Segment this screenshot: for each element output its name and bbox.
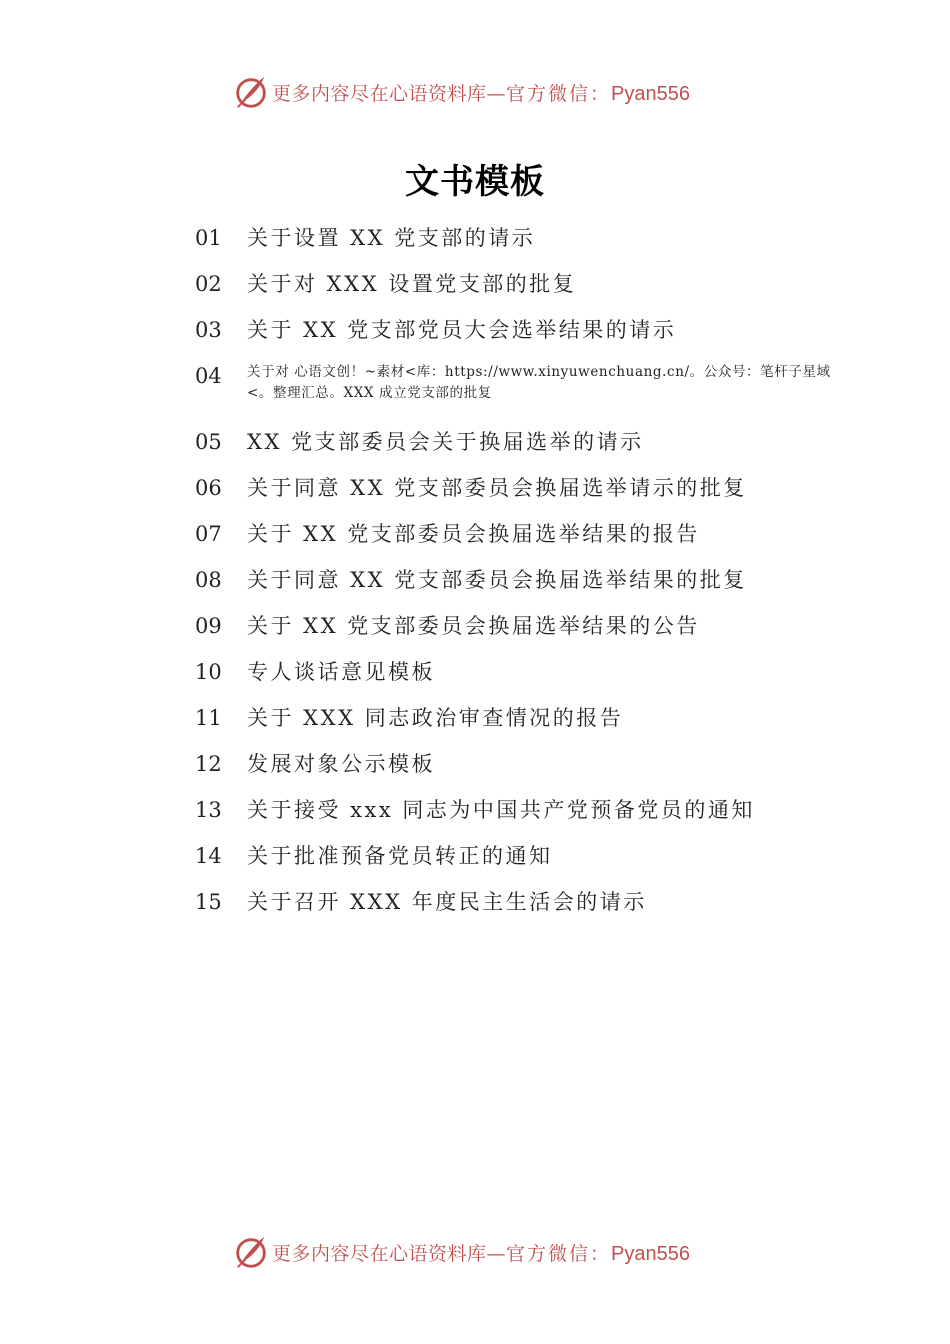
- toc-title: 关于对 心语文创！~素材<库：https://www.xinyuwenchuang.cn/。公众号：笔杆子星域<。整理汇总。XXX 成立党支部的批复: [247, 364, 831, 401]
- toc-title: 关于 XX 党支部党员大会选举结果的请示: [247, 318, 677, 342]
- toc-title: 关于设置 XX 党支部的请示: [247, 226, 536, 250]
- toc-title: 发展对象公示模板: [247, 752, 435, 776]
- toc-item: [195, 654, 845, 700]
- toc-item: [195, 470, 845, 516]
- toc-number: 05: [195, 430, 222, 454]
- toc-item: [195, 220, 845, 266]
- toc-number: 03: [195, 318, 222, 342]
- toc-number: 11: [195, 706, 222, 730]
- toc-title: 关于批准预备党员转正的通知: [247, 844, 553, 868]
- toc-item: [195, 312, 845, 358]
- toc-item: [195, 516, 845, 562]
- toc-title: 关于对 XXX 设置党支部的批复: [247, 272, 577, 296]
- quill-logo-icon: [232, 73, 270, 111]
- toc-number: 13: [195, 798, 222, 822]
- toc-item: [195, 358, 845, 424]
- toc-item: [195, 266, 845, 312]
- toc-title: 关于 XXX 同志政治审查情况的报告: [247, 706, 624, 730]
- banner-main: 更多内容尽在心语资料库: [272, 82, 487, 105]
- toc-title: 关于 XX 党支部委员会换届选举结果的报告: [247, 522, 700, 546]
- toc-number: 08: [195, 568, 222, 592]
- banner-separator: —: [486, 82, 507, 105]
- toc-item: [195, 562, 845, 608]
- toc-number: 02: [195, 272, 222, 296]
- banner-separator: —: [486, 1242, 507, 1265]
- toc-number: 15: [195, 890, 222, 914]
- toc-title: XX 党支部委员会关于换届选举的请示: [247, 430, 644, 454]
- toc-title: 关于接受 xxx 同志为中国共产党预备党员的通知: [247, 798, 755, 822]
- toc-number: 07: [195, 522, 222, 546]
- toc-number: 12: [195, 752, 222, 776]
- banner-handle: Pyan556: [611, 1242, 690, 1265]
- toc-number: 14: [195, 844, 222, 868]
- toc-item: [195, 838, 845, 884]
- toc-number: 10: [195, 660, 222, 684]
- toc-item: [195, 884, 845, 930]
- banner-text: [272, 79, 690, 106]
- toc-number: 01: [195, 226, 222, 250]
- toc-list: [195, 220, 845, 930]
- toc-number: 06: [195, 476, 222, 500]
- toc-item: [195, 424, 845, 470]
- toc-item: [195, 608, 845, 654]
- footer-banner: [232, 1232, 690, 1272]
- toc-title: 关于同意 XX 党支部委员会换届选举结果的批复: [247, 568, 747, 592]
- banner-text: [272, 1239, 690, 1266]
- toc-title: 关于 XX 党支部委员会换届选举结果的公告: [247, 614, 700, 638]
- toc-title: 专人谈话意见模板: [247, 660, 435, 684]
- toc-item: [195, 700, 845, 746]
- toc-title: 关于同意 XX 党支部委员会换届选举请示的批复: [247, 476, 747, 500]
- toc-number: 04: [195, 364, 222, 388]
- banner-handle: Pyan556: [611, 82, 690, 105]
- toc-number: 09: [195, 614, 222, 638]
- banner-sub: 官方微信：: [506, 1242, 612, 1265]
- toc-item: [195, 792, 845, 838]
- banner-main: 更多内容尽在心语资料库: [272, 1242, 487, 1265]
- toc-title: 关于召开 XXX 年度民主生活会的请示: [247, 890, 647, 914]
- banner-sub: 官方微信：: [506, 82, 612, 105]
- toc-item: [195, 746, 845, 792]
- page-title: 文书模板: [405, 162, 545, 202]
- quill-logo-icon: [232, 1233, 270, 1271]
- header-banner: [232, 72, 690, 112]
